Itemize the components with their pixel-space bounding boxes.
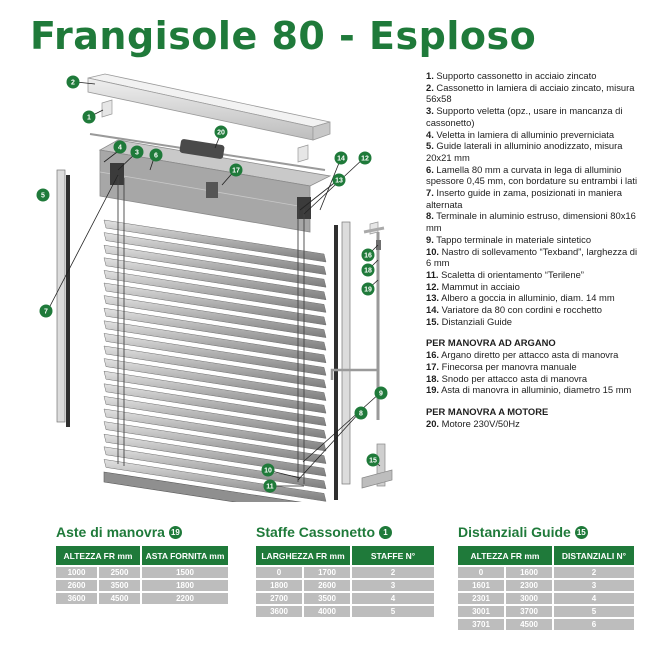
legend-item-number: 16. [426, 349, 440, 361]
legend-item-text: Veletta in lamiera di alluminio preverniciata [433, 128, 615, 140]
part-number-badge: 19 [169, 526, 182, 539]
exploded-diagram [0, 62, 420, 502]
svg-text:13: 13 [335, 177, 343, 185]
range-cell-pair [56, 593, 140, 604]
legend-item-number: 18. [426, 372, 440, 384]
legend-item [426, 246, 644, 269]
legend-motore-list [426, 418, 644, 430]
legend-item [426, 373, 644, 385]
svg-text:4: 4 [118, 144, 122, 152]
range-cell-pair [458, 593, 552, 604]
range-cell-pair [256, 593, 350, 604]
table-row [56, 593, 228, 604]
table-header-row [256, 546, 434, 565]
table-cell: 3701 [458, 619, 504, 630]
svg-text:16: 16 [364, 252, 372, 260]
callout-1 [83, 111, 96, 124]
table-grid [256, 546, 434, 617]
table-row [256, 567, 434, 578]
legend-item [426, 210, 644, 233]
table-cell: 3500 [304, 593, 350, 604]
legend-item-text: Argano diretto per attacco asta di manovra [439, 349, 619, 361]
svg-text:12: 12 [361, 155, 369, 163]
table-row [458, 593, 634, 604]
callout-16 [362, 249, 375, 262]
legend-item-text: Cassonetto in lamiera di acciaio zincato, misura 56x58 [426, 81, 635, 105]
legend-item [426, 269, 644, 281]
legend-item-text: Nastro di sollevamento “Texband”, larghezza di 6 mm [426, 245, 638, 269]
legend-item-text: Albero a goccia in alluminio, diam. 14 mm [439, 292, 615, 304]
table-cell: 1600 [506, 567, 552, 578]
column-header: LARGHEZZA FR mm [256, 546, 350, 565]
table-cell: 3600 [56, 593, 97, 604]
range-cell-pair [56, 567, 140, 578]
column-header: ALTEZZA FR mm [56, 546, 140, 565]
table-cell: 5 [554, 606, 634, 617]
callout-13 [333, 174, 346, 187]
svg-text:15: 15 [369, 457, 377, 465]
range-cell-pair [256, 580, 350, 591]
legend-item-text: Scaletta di orientamento “Terilene” [438, 268, 584, 280]
legend-item [426, 281, 644, 293]
legend-item-number: 19. [426, 384, 440, 396]
slats-group [104, 220, 326, 502]
callout-4 [114, 141, 127, 154]
legend-item [426, 361, 644, 373]
legend-item-number: 14. [426, 304, 440, 316]
svg-text:20: 20 [217, 129, 225, 137]
callout-9 [375, 387, 388, 400]
legend-item-number: 2. [426, 81, 434, 93]
legend-item [426, 316, 644, 328]
legend-item-number: 11. [426, 268, 439, 280]
legend-item-number: 9. [426, 233, 434, 245]
callout-15 [367, 454, 380, 467]
legend-item-number: 3. [426, 105, 434, 117]
side-guide-left [57, 170, 70, 427]
table-cell: 3001 [458, 606, 504, 617]
table-grid [458, 546, 634, 630]
callout-19 [362, 283, 375, 296]
table-grid [56, 546, 228, 604]
side-guide-right [334, 222, 350, 500]
svg-text:14: 14 [337, 155, 345, 163]
range-cell-pair [458, 580, 552, 591]
legend-item-text: Variatore da 80 con cordini e rocchetto [439, 304, 602, 316]
part-number-badge: 15 [575, 526, 588, 539]
table-aste-manovra [56, 524, 228, 606]
table-cell: 6 [554, 619, 634, 630]
table-header-row [56, 546, 228, 565]
table-row [458, 580, 634, 591]
legend-item-number: 5. [426, 140, 434, 152]
callout-12 [359, 152, 372, 165]
callout-2 [67, 76, 80, 89]
callout-17 [230, 164, 243, 177]
svg-text:10: 10 [264, 467, 272, 475]
table-cell: 4000 [304, 606, 350, 617]
table-title: Staffe Cassonetto [256, 524, 376, 540]
table-cell: 1700 [304, 567, 350, 578]
legend-item [426, 164, 644, 187]
column-header: DISTANZIALI N° [554, 546, 634, 565]
legend-item-text: Inserto guide in zama, posizionati in maniera alternata [426, 187, 622, 210]
table-row [256, 580, 434, 591]
legend-item-number: 1. [426, 70, 434, 81]
legend-item [426, 105, 644, 128]
column-header: ASTA FORNITA mm [142, 546, 228, 565]
legend-item-text: Distanziali Guide [439, 315, 512, 327]
callout-leaders [48, 79, 380, 486]
legend-item-number: 13. [426, 292, 440, 304]
table-row [458, 619, 634, 630]
legend-item-number: 6. [426, 163, 434, 175]
callout-7 [40, 305, 53, 318]
range-cell-pair [256, 606, 350, 617]
table-cell: 1601 [458, 580, 504, 591]
table-cell: 3 [352, 580, 434, 591]
legend-item-number: 7. [426, 187, 434, 199]
svg-text:6: 6 [154, 152, 158, 160]
legend-item-number: 10. [426, 245, 440, 257]
legend-item [426, 140, 644, 163]
legend-item [426, 418, 644, 430]
argano-heading: PER MANOVRA AD ARGANO [426, 337, 556, 349]
legend-item-text: Finecorsa per manovra manuale [439, 360, 577, 372]
column-header: ALTEZZA FR mm [458, 546, 552, 565]
callout-18 [362, 264, 375, 277]
svg-text:17: 17 [232, 167, 240, 175]
svg-text:2: 2 [71, 79, 75, 87]
callout-3 [131, 146, 144, 159]
legend-item [426, 349, 644, 361]
svg-text:19: 19 [364, 286, 372, 294]
legend-item-text: Supporto veletta (opz., usare in mancanza di cassonetto) [426, 105, 623, 128]
table-row [56, 567, 228, 578]
table-cell: 4 [352, 593, 434, 604]
legend-item [426, 82, 644, 105]
legend-item-text: Asta di manovra in alluminio, diametro 15 mm [439, 384, 632, 396]
legend-item-number: 20. [426, 417, 440, 429]
table-row [256, 593, 434, 604]
table-cell: 1800 [142, 580, 228, 591]
svg-text:1: 1 [87, 114, 91, 122]
table-distanziali-guide [458, 524, 634, 632]
table-cell: 1500 [142, 567, 228, 578]
table-row [256, 606, 434, 617]
cassonetto-part [88, 74, 330, 140]
parts-legend [426, 70, 644, 429]
part-number-badge: 1 [379, 526, 392, 539]
table-cell: 2300 [506, 580, 552, 591]
table-cell: 2 [352, 567, 434, 578]
range-cell-pair [256, 567, 350, 578]
table-cell: 2500 [99, 567, 140, 578]
legend-item-number: 17. [426, 360, 440, 372]
legend-item [426, 304, 644, 316]
svg-text:7: 7 [44, 308, 48, 316]
table-cell: 2301 [458, 593, 504, 604]
legend-item [426, 384, 644, 396]
legend-item-text: Lamella 80 mm a curvata in lega di alluminio spessore 0,45 mm, con bordature su entrambi i lati [426, 163, 638, 187]
legend-item [426, 129, 644, 141]
svg-text:5: 5 [41, 192, 45, 200]
table-row [458, 606, 634, 617]
page-title: Frangisole 80 - Esploso [30, 14, 537, 58]
legend-item-number: 12. [426, 280, 440, 292]
table-cell: 4500 [506, 619, 552, 630]
guide-spacer [362, 444, 392, 488]
svg-text:11: 11 [266, 483, 274, 491]
table-cell: 3000 [506, 593, 552, 604]
legend-item [426, 234, 644, 246]
legend-item-number: 4. [426, 128, 434, 140]
legend-item-number: 8. [426, 210, 434, 222]
table-cell: 3600 [256, 606, 302, 617]
table-cell: 1000 [56, 567, 97, 578]
legend-item-text: Snodo per attacco asta di manovra [439, 372, 588, 384]
table-title: Distanziali Guide [458, 524, 571, 540]
table-cell: 2700 [256, 593, 302, 604]
legend-item-text: Supporto cassonetto in acciaio zincato [433, 70, 597, 81]
table-cell: 0 [458, 567, 504, 578]
callout-5 [37, 189, 50, 202]
table-title: Aste di manovra [56, 524, 165, 540]
table-cell: 5 [352, 606, 434, 617]
motore-heading: PER MANOVRA A MOTORE [426, 405, 549, 417]
svg-text:18: 18 [364, 267, 372, 275]
table-cell: 2600 [304, 580, 350, 591]
table-cell: 2 [554, 567, 634, 578]
legend-item-text: Tappo terminale in materiale sintetico [433, 233, 592, 245]
table-cell: 0 [256, 567, 302, 578]
callout-20 [215, 126, 228, 139]
svg-text:8: 8 [359, 410, 363, 418]
table-row [458, 567, 634, 578]
legend-item-text: Mammut in acciaio [439, 280, 520, 292]
table-staffe-cassonetto [256, 524, 434, 619]
legend-item-text: Guide laterali in alluminio anodizzato, misura 20x21 mm [426, 140, 623, 163]
range-cell-pair [458, 606, 552, 617]
legend-item-text: Motore 230V/50Hz [439, 417, 520, 429]
callout-8 [355, 407, 368, 420]
table-row [56, 580, 228, 591]
range-cell-pair [458, 567, 552, 578]
legend-item [426, 70, 644, 82]
table-cell: 3 [554, 580, 634, 591]
legend-main-list [426, 70, 644, 327]
svg-text:9: 9 [379, 390, 383, 398]
table-cell: 2600 [56, 580, 97, 591]
callout-14 [335, 152, 348, 165]
legend-argano-list [426, 349, 644, 396]
legend-item [426, 187, 644, 210]
legend-item [426, 292, 644, 304]
svg-text:3: 3 [135, 149, 139, 157]
table-cell: 3700 [506, 606, 552, 617]
callout-11 [264, 480, 277, 493]
callout-6 [150, 149, 163, 162]
table-header-row [458, 546, 634, 565]
legend-item-number: 15. [426, 315, 440, 327]
table-cell: 1800 [256, 580, 302, 591]
table-cell: 4500 [99, 593, 140, 604]
table-cell: 3500 [99, 580, 140, 591]
table-cell: 2200 [142, 593, 228, 604]
column-header: STAFFE N° [352, 546, 434, 565]
range-cell-pair [56, 580, 140, 591]
legend-item-text: Terminale in aluminio estruso, dimensioni 80x16 mm [426, 210, 636, 234]
table-cell: 4 [554, 593, 634, 604]
range-cell-pair [458, 619, 552, 630]
callout-10 [262, 464, 275, 477]
